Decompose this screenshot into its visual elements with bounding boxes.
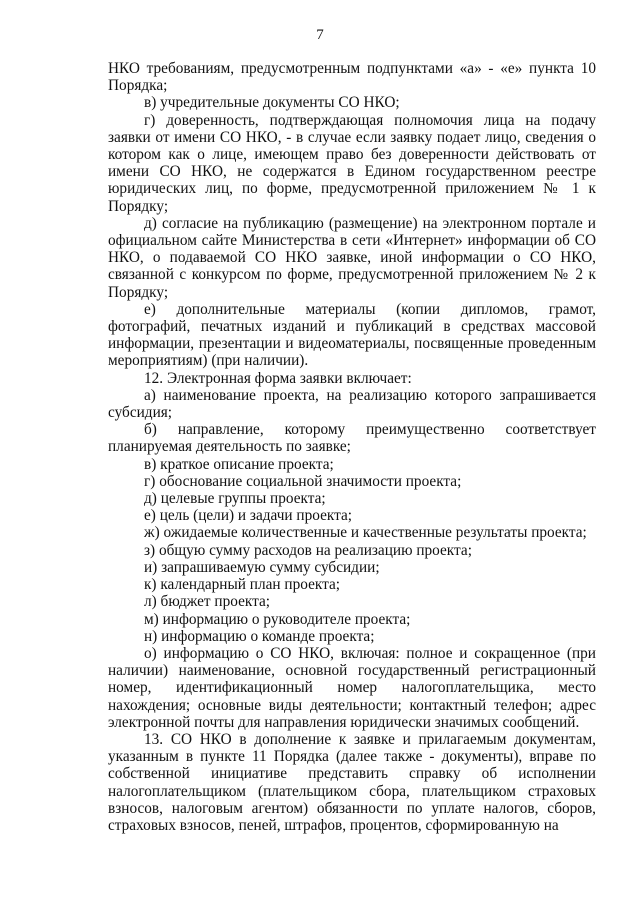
paragraph-continuation: НКО требованиям, предусмотренным подпунктами «а» - «е» пункта 10 Порядка; — [108, 60, 596, 95]
page-number: 7 — [316, 27, 324, 43]
paragraph-item-e: е) дополнительные материалы (копии дипломов, грамот, фотографий, печатных изданий и публикаций в средствах массовой информации, презентации и видеоматериалы, посвященные проведенным мероприятиям) (при наличии). — [108, 300, 596, 370]
document-body — [108, 60, 596, 834]
paragraph-item-g: г) доверенность, подтверждающая полномочия лица на подачу заявки от имени СО НКО, - в случае если заявку подает лицо, сведения о котором как о лице, имеющем право без доверенности действовать от имени СО НКО, не содержатся в Едином государственном реестре юридических лиц, по форме, предусмотренной приложением № 1 к Порядку; — [108, 111, 596, 215]
list-item-g: г) обоснование социальной значимости проекта; — [144, 472, 462, 490]
list-item-m: м) информацию о руководителе проекта; — [144, 610, 411, 628]
list-item-b: б) направление, которому преимущественно соответствует планируемая деятельность по заявке; — [108, 421, 596, 456]
list-item-k: к) календарный план проекта; — [144, 576, 340, 594]
list-item-z: з) общую сумму расходов на реализацию проекта; — [144, 541, 472, 559]
list-item-n: н) информацию о команде проекта; — [144, 627, 375, 645]
list-item-a: а) наименование проекта, на реализацию которого запрашивается субсидия; — [108, 386, 596, 422]
list-item-i: и) запрашиваемую сумму субсидии; — [144, 558, 380, 576]
paragraph-item-d: д) согласие на публикацию (размещение) на электронном портале и официальном сайте Министерства в сети «Интернет» информации об СО НКО, о подаваемой СО НКО заявке, иной информации о СО НКО, связанной с конкурсом по форме, предусмотренной приложением № 2 к Порядку; — [108, 214, 596, 301]
list-item-e: е) цель (цели) и задачи проекта; — [144, 507, 353, 525]
list-item-zh: ж) ожидаемые количественные и качественные результаты проекта; — [144, 524, 587, 542]
paragraph-item-v: в) учредительные документы СО НКО; — [144, 94, 400, 112]
list-item-v: в) краткое описание проекта; — [144, 455, 334, 473]
section-13-paragraph: 13. СО НКО в дополнение к заявке и прилагаемым документам, указанным в пункте 11 Порядка (далее также - документы), вправе по собственной инициативе представить справку об исполнении налогоплательщиком (плательщиком сбора, плательщиком страховых взносов, налоговым агентом) обязанности по уплате налогов, сборов, страховых взносов, пеней, штрафов, процентов, сформированную на — [108, 730, 596, 834]
list-item-o: о) информацию о СО НКО, включая: полное и сокращенное (при наличии) наименование, основной государственный регистрационный номер, идентификационный номер налогоплательщика, место нахождения; основные виды деятельности; контактный телефон; адрес электронной почты для направления юридически значимых сообщений. — [108, 644, 596, 731]
section-12-heading: 12. Электронная форма заявки включает: — [144, 369, 412, 387]
list-item-d: д) целевые группы проекта; — [144, 490, 326, 508]
list-item-l: л) бюджет проекта; — [144, 593, 271, 611]
